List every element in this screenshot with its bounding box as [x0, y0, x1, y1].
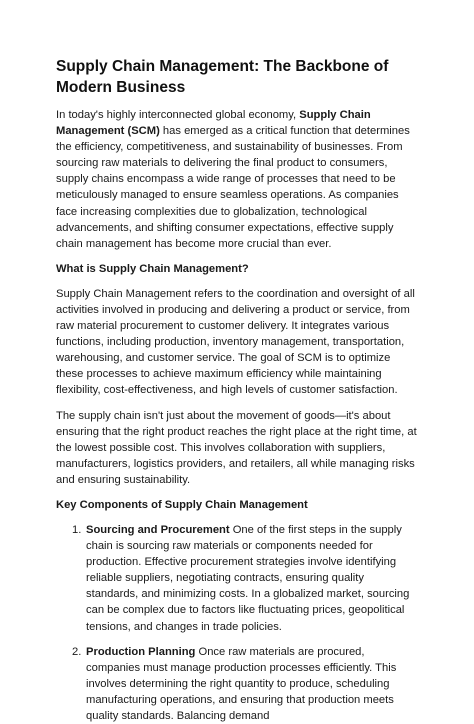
key-components-list [56, 522, 418, 724]
document-title: Supply Chain Management: The Backbone of Modern Business [56, 58, 389, 96]
intro-text-before: In today's highly interconnected global economy, [56, 109, 300, 121]
list-item-title: Production Planning [86, 645, 196, 658]
intro-paragraph [56, 107, 418, 252]
intro-text-after: has emerged as a critical function that determines the efficiency, competitiveness, and sustainability of businesses. From sourcing raw materials to delivering the final product to consumers, supply chains encompass a wide range of processes that need to be meticulously managed to ensure seamless operations. As companies face increasing complexities due to globalization, technological advancements, and shifting consumer expectations, effective supply chain management has become more crucial than ever. [56, 125, 410, 250]
section1-paragraph-1: Supply Chain Management refers to the coordination and oversight of all activities involved in producing and delivering a product or service, from raw material procurement to customer delivery. It integrates various functions, including production, inventory management, transportation, warehousing, and customer service. The goal of SCM is to optimize these processes to achieve maximum efficiency while maintaining flexibility, cost-effectiveness, and high levels of customer satisfaction. [56, 287, 415, 397]
list-item [56, 522, 418, 635]
list-item [56, 644, 418, 724]
section1-paragraph-2: The supply chain isn't just about the movement of goods—it's about ensuring that the right product reaches the right place at the right time, at the lowest possible cost. This involves collaboration with suppliers, manufacturers, logistics providers, and retailers, all while managing risks and ensuring sustainability. [56, 409, 417, 486]
list-item-text: Once raw materials are procured, companies must manage production processes efficiently. This involves determining the right quantity to produce, scheduling manufacturing operations, and ensuring that production meets quality standards. Balancing demand [86, 645, 397, 722]
list-item-number: 1. [72, 523, 82, 536]
list-item-title: Sourcing and Procurement [86, 523, 230, 536]
list-item-text: One of the first steps in the supply chain is sourcing raw materials or components needed for production. Effective procurement strategies involve identifying reliable suppliers, negotiating contracts, ensuring quality standards, and minimizing costs. In a globalized market, sourcing can be complex due to factors like fluctuating prices, geopolitical tensions, and changes in trade policies. [86, 523, 410, 633]
section-heading-key-components: Key Components of Supply Chain Management [56, 498, 308, 511]
intro-bold-term: Supply Chain Management (SCM) [56, 109, 371, 138]
list-item-number: 2. [72, 645, 82, 658]
section-heading-what-is-scm: What is Supply Chain Management? [56, 262, 249, 275]
